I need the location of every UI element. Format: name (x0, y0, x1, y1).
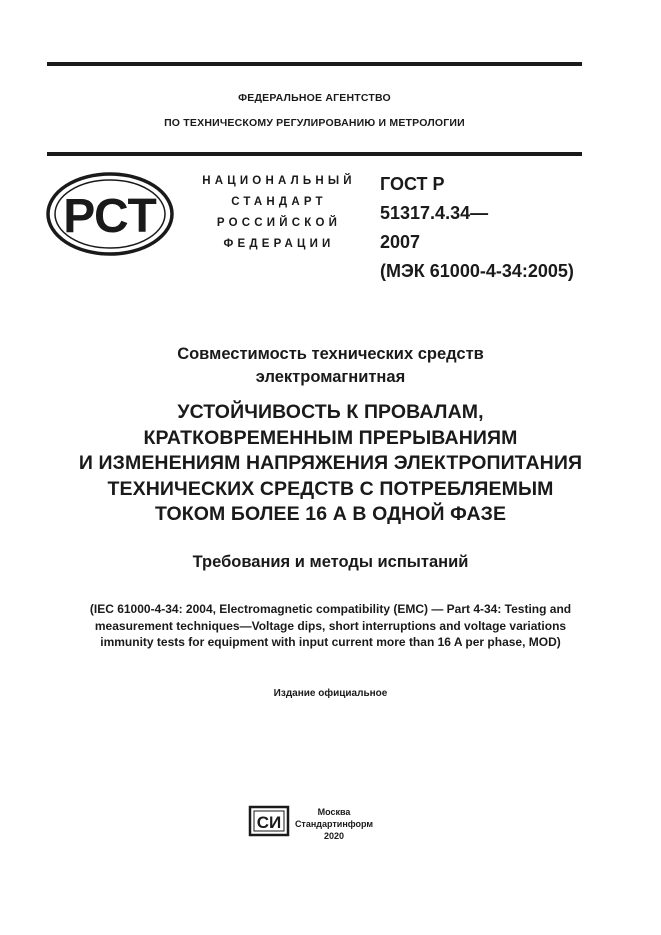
gost-line-2: 51317.4.34— (380, 203, 489, 223)
gost-line-1: ГОСТ Р (380, 174, 445, 194)
agency-line-2: ПО ТЕХНИЧЕСКОМУ РЕГУЛИРОВАНИЮ И МЕТРОЛОГИИ (164, 117, 465, 129)
label-line-2: СТАНДАРТ (231, 196, 327, 208)
publisher-name: Стандартинформ (294, 819, 374, 829)
document-subtitle (0, 343, 661, 389)
document-title (0, 400, 661, 528)
publisher-logo-letters: СИ (256, 813, 282, 832)
label-line-3: РОССИЙСКОЙ (216, 217, 342, 229)
iec-line-3: immunity tests for equipment with input current more than 16 A per phase, MOD) (100, 635, 561, 649)
subtitle-line-2: электромагнитная (255, 368, 406, 386)
gost-line-3: 2007 (380, 232, 421, 252)
agency-line-1: ФЕДЕРАЛЬНОЕ АГЕНТСТВО (238, 92, 391, 104)
top-rule (47, 62, 582, 66)
title-line-1: УСТОЙЧИВОСТЬ К ПРОВАЛАМ, (177, 401, 484, 423)
requirements-heading: Требования и методы испытаний (192, 553, 469, 571)
publisher-year: 2020 (323, 831, 345, 841)
title-line-4: ТЕХНИЧЕСКИХ СРЕДСТВ С ПОТРЕБЛЯЕМЫМ (107, 477, 554, 500)
iec-reference (30, 601, 631, 651)
iec-line-1: (IEC 61000-4-34: 2004, Electromagnetic compatibility (EMC) — Part 4-34: Testing and (89, 602, 572, 616)
gost-designation (380, 170, 600, 286)
label-line-1: НАЦИОНАЛЬНЫЙ (202, 175, 356, 187)
iec-line-2: measurement techniques—Voltage dips, short interruptions and voltage variations (94, 618, 567, 633)
middle-rule (47, 152, 582, 156)
publisher-info (294, 806, 374, 842)
edition-label: Издание официальное (273, 688, 388, 699)
publisher-city: Москва (317, 807, 351, 817)
title-line-5: ТОКОМ БОЛЕЕ 16 А В ОДНОЙ ФАЗЕ (154, 503, 507, 525)
rst-logo-letters: РСТ (63, 190, 157, 243)
title-line-3: И ИЗМЕНЕНИЯМ НАПРЯЖЕНИЯ ЭЛЕКТРОПИТАНИЯ (78, 452, 583, 474)
rst-logo-icon (46, 172, 174, 256)
subtitle-line-1: Совместимость технических средств (177, 345, 484, 363)
label-line-4: ФЕДЕРАЦИИ (223, 238, 335, 250)
title-line-2: КРАТКОВРЕМЕННЫМ ПРЕРЫВАНИЯМ (143, 426, 518, 449)
national-standard-label (186, 171, 372, 255)
publisher-logo-icon (248, 805, 290, 837)
gost-line-4: (МЭК 61000-4-34:2005) (380, 261, 574, 281)
